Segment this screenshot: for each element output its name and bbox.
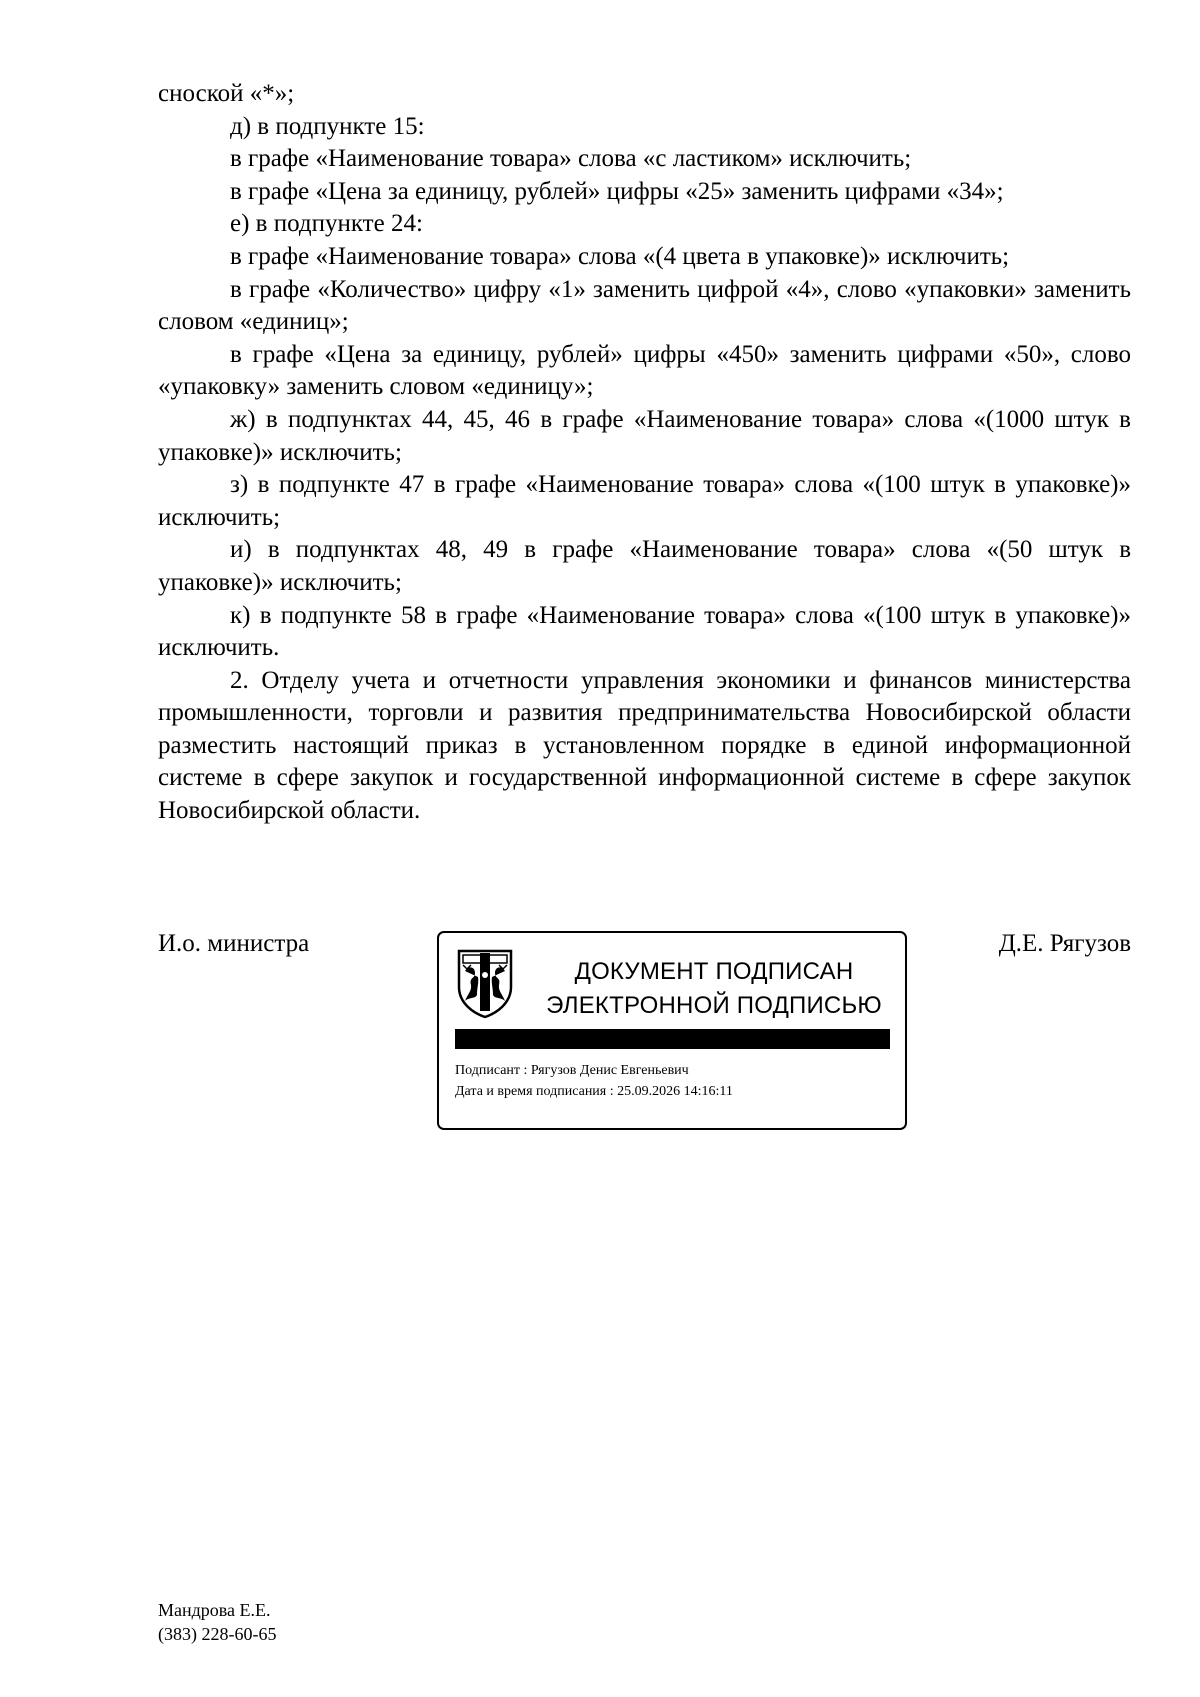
stamp-title-line-2: ЭЛЕКТРОННОЙ ПОДПИСЬЮ [546,992,882,1019]
paragraph: в графе «Цена за единицу, рублей» цифры «25» заменить цифрами «34»; [230,177,1004,205]
paragraph: в графе «Количество» цифру «1» заменить цифрой «4», слово «упаковки» заменить словом «единиц»; [158,275,1131,336]
stamp-signer: Подписант : Рягузов Денис Евгеньевич [455,1063,689,1078]
paragraph: е) в подпункте 24: [230,210,423,238]
coat-of-arms-icon [453,947,517,1019]
paragraph: в графе «Наименование товара» слова «(4 цвета в упаковке)» исключить; [230,242,1010,270]
paragraph: ж) в подпунктах 44, 45, 46 в графе «Наименование товара» слова «(1000 штук в упаковке)» исключить; [158,405,1131,466]
executor-name: Мандрова Е.Е. [158,1600,271,1620]
signer-role: И.о. министра [158,930,310,957]
document-body [158,78,1131,828]
stamp-title-line-1: ДОКУМЕНТ ПОДПИСАН [574,958,854,985]
paragraph: сноской «*»; [158,80,295,107]
paragraph: д) в подпункте 15: [230,112,425,140]
electronic-signature-stamp [437,931,907,1130]
stamp-datetime: Дата и время подписания : 25.09.2026 14:16:11 [455,1084,733,1099]
paragraph: в графе «Цена за единицу, рублей» цифры «450» заменить цифрами «50», слово «упаковку» заменить словом «единицу»; [158,340,1131,401]
executor-phone: (383) 228-60-65 [158,1624,277,1644]
signer-name: Д.Е. Рягузов [998,930,1131,957]
stamp-info [455,1060,733,1102]
paragraph: и) в подпунктах 48, 49 в графе «Наименование товара» слова «(50 штук в упаковке)» исключить; [158,536,1131,596]
paragraph: к) в подпункте 58 в графе «Наименование товара» слова «(100 штук в упаковке)» исключить. [158,601,1131,662]
paragraph: в графе «Наименование товара» слова «с ластиком» исключить; [230,145,912,173]
executor-info [158,1598,276,1646]
stamp-title [539,955,889,1023]
stamp-divider-bar [455,1029,890,1049]
paragraph: 2. Отделу учета и отчетности управления экономики и финансов министерства промышленности, торговли и развития предпринимательства Новосибирской области разместить настоящий приказ в установленном порядке в единой информационной системе в сфере закупок и государственной информационной системе в сфере закупок Новосибирской области. [158,666,1131,825]
paragraph: з) в подпункте 47 в графе «Наименование товара» слова «(100 штук в упаковке)» исключить; [158,471,1131,531]
